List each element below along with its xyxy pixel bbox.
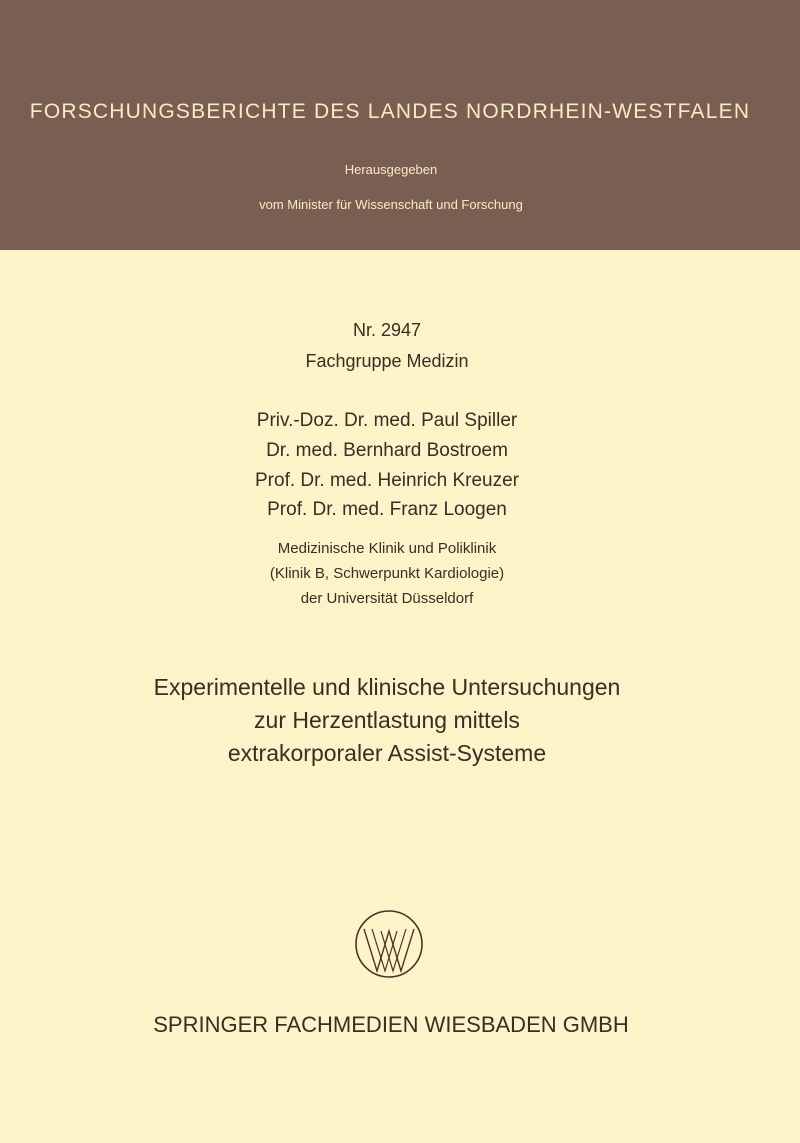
- institution-line: (Klinik B, Schwerpunkt Kardiologie): [269, 565, 505, 582]
- subject-group: Fachgruppe Medizin: [305, 351, 469, 371]
- author: Prof. Dr. med. Heinrich Kreuzer: [255, 470, 519, 491]
- publisher-name: SPRINGER FACHMEDIEN WIESBADEN GMBH: [153, 1012, 629, 1037]
- header-band: [0, 0, 800, 250]
- author: Dr. med. Bernhard Bostroem: [266, 440, 508, 461]
- book-title-line: Experimentelle und klinische Untersuchungen: [153, 674, 621, 700]
- author: Priv.-Doz. Dr. med. Paul Spiller: [256, 410, 518, 431]
- series-title: FORSCHUNGSBERICHTE DES LANDES NORDRHEIN-WESTFALEN: [29, 100, 751, 123]
- author: Prof. Dr. med. Franz Loogen: [267, 499, 507, 520]
- report-number: Nr. 2947: [352, 320, 422, 340]
- publisher-body: vom Minister für Wissenschaft und Forschung: [259, 197, 523, 212]
- institution-line: Medizinische Klinik und Poliklinik: [277, 540, 497, 557]
- book-title-line: extrakorporaler Assist-Systeme: [227, 740, 547, 766]
- published-by: Herausgegeben: [344, 162, 438, 177]
- institution-line: der Universität Düsseldorf: [300, 590, 474, 607]
- publisher-logo-icon: [354, 909, 424, 979]
- book-title-line: zur Herzentlastung mittels: [254, 707, 520, 733]
